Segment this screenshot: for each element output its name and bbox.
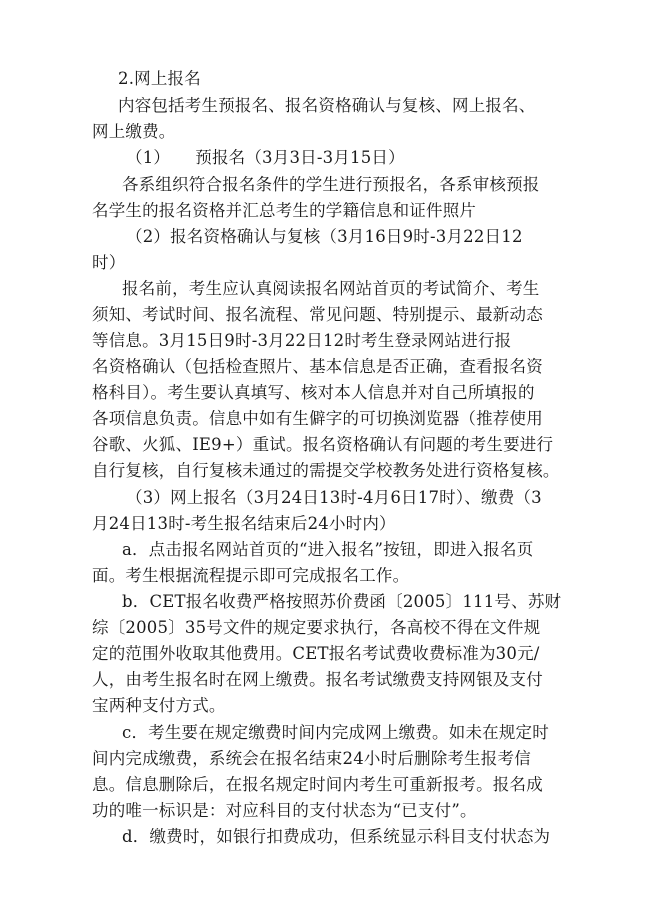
paragraph-line: c．考生要在规定缴费时间内完成网上缴费。如未在规定时 <box>122 723 549 742</box>
paragraph-line: 时） <box>92 253 126 272</box>
paragraph-line: 定的范围外收取其他费用。CET报名考试费收费标准为30元/ <box>92 644 540 663</box>
paragraph-line: 名资格确认（包括检查照片、基本信息是否正确，查看报名资 <box>92 357 543 376</box>
subsection-heading: （1） 预报名（3月3日-3月15日） <box>126 148 405 167</box>
paragraph-line: 综〔2005〕35号文件的规定要求执行，各高校不得在文件规 <box>92 618 541 637</box>
paragraph-line: 内容包括考生预报名、报名资格确认与复核、网上报名、 <box>118 96 536 115</box>
paragraph-line: a．点击报名网站首页的“进入报名”按钮，即进入报名页 <box>122 540 534 559</box>
paragraph-line: 人，由考生报名时在网上缴费。报名考试缴费支持网银及支付 <box>92 670 543 689</box>
paragraph-line: 须知、考试时间、报名流程、常见问题、特别提示、最新动态 <box>92 305 543 324</box>
paragraph-line: d．缴费时，如银行扣费成功，但系统显示科目支付状态为 <box>122 827 551 846</box>
paragraph-line: 各系组织符合报名条件的学生进行预报名，各系审核预报 <box>122 175 540 194</box>
paragraph-line: 等信息。3月15日9时-3月22日12时考生登录网站进行报 <box>92 331 512 350</box>
paragraph-line: 功的唯一标识是：对应科目的支付状态为“已支付”。 <box>92 801 477 820</box>
paragraph-line: 各项信息负责。信息中如有生僻字的可切换浏览器（推荐使用 <box>92 409 543 428</box>
paragraph-line: 息。信息删除后，在报名规定时间内考生可重新报考。报名成 <box>92 775 543 794</box>
section-heading: 2.网上报名 <box>118 69 201 88</box>
paragraph-line: 面。考生根据流程提示即可完成报名工作。 <box>92 566 410 585</box>
paragraph-line: 报名前，考生应认真阅读报名网站首页的考试简介、考生 <box>122 279 540 298</box>
paragraph-line: 月24日13时-考生报名结束后24小时内） <box>92 514 396 533</box>
paragraph-line: 名学生的报名资格并汇总考生的学籍信息和证件照片 <box>92 201 477 220</box>
paragraph-line: 网上缴费。 <box>92 122 176 141</box>
subsection-heading: （2）报名资格确认与复核（3月16日9时-3月22日12 <box>126 227 523 246</box>
paragraph-line: b．CET报名收费严格按照苏价费函〔2005〕111号、苏财 <box>122 592 562 611</box>
paragraph-line: 间内完成缴费，系统会在报名结束24小时后删除考生报考信 <box>92 749 531 768</box>
paragraph-line: 宝两种支付方式。 <box>92 696 226 715</box>
subsection-heading: （3）网上报名（3月24日13时-4月6日17时）、缴费（3 <box>126 488 542 507</box>
paragraph-line: 格科目）。考生要认真填写、核对本人信息并对自己所填报的 <box>92 383 535 402</box>
paragraph-line: 谷歌、火狐、IE9+）重试。报名资格确认有问题的考生要进行 <box>92 435 554 454</box>
paragraph-line: 自行复核，自行复核未通过的需提交学校教务处进行资格复核。 <box>92 461 560 480</box>
